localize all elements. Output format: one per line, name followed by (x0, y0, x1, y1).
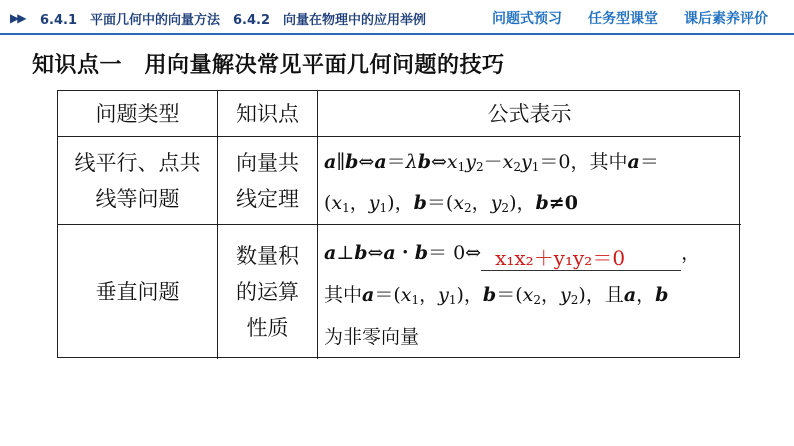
nav-links (492, 8, 768, 28)
header-knowledge: 知识点 (218, 91, 318, 137)
section-label: 6.4.1 平面几何中的向量方法 6.4.2 向量在物理中的应用举例 (40, 13, 427, 28)
knowledge-table (57, 90, 740, 358)
row2-and: ，且 (585, 284, 624, 306)
header-type: 问题类型 (58, 91, 218, 137)
row2-type: 垂直问题 (58, 225, 218, 359)
double-arrow-icon: ▶▶ (10, 11, 25, 25)
answer-blank[interactable] (481, 246, 681, 271)
row1-knowledge-line1: 向量共 (236, 150, 299, 175)
header-formula: 公式表示 (318, 91, 741, 137)
row2-formula-line3: 为非零向量 (324, 326, 420, 348)
row1-type-line1: 线平行、点共 (74, 150, 201, 175)
header-divider (0, 33, 794, 35)
row2-formula-line1: a⊥b⇔a・b＝ 0⇔ x₁x₂＋y₁y₂＝0 ， (324, 242, 701, 270)
row2-qizhong: 其中 (324, 284, 363, 306)
row2-knowledge (218, 225, 318, 359)
page-title: 知识点一 用向量解决常见平面几何问题的技巧 (32, 53, 505, 78)
row2-formula (318, 225, 741, 359)
row2-answer: x₁x₂＋y₁y₂＝0 (495, 246, 626, 270)
row1-type-line2: 线等问题 (95, 186, 180, 211)
row2-knowledge-line3: 性质 (246, 316, 289, 340)
row1-type (58, 137, 218, 225)
row1-qizhong: ，其中 (570, 151, 628, 173)
row1-formula-line2: ($x_1$，$y_1$)，$b=(x_2$，$y_2$)，b≠0 (324, 192, 578, 215)
nav-evaluation[interactable]: 课后素养评价 (684, 11, 768, 27)
row2-knowledge-line1: 数量积 (236, 244, 299, 268)
row1-formula (318, 137, 741, 225)
row1-knowledge-line2: 线定理 (236, 186, 299, 211)
row1-neq: ≠0 (548, 192, 578, 214)
header-bar (0, 0, 794, 34)
row2-knowledge-line2: 的运算 (236, 280, 299, 304)
row1-formula-line1: $a\parallel b\Leftrightarrow a=\lambda b\Leftrightarrow x_1y_2-x_2y_1=0$，其中a＝ (324, 151, 659, 174)
nav-classroom[interactable]: 任务型课堂 (588, 11, 658, 27)
row2-formula-line2: 其中$a=(x_1$，$y_1$)，$b=(x_2$，$y_2$)，且a，b (324, 284, 669, 307)
nav-preview[interactable]: 问题式预习 (492, 11, 562, 27)
row1-knowledge (218, 137, 318, 225)
